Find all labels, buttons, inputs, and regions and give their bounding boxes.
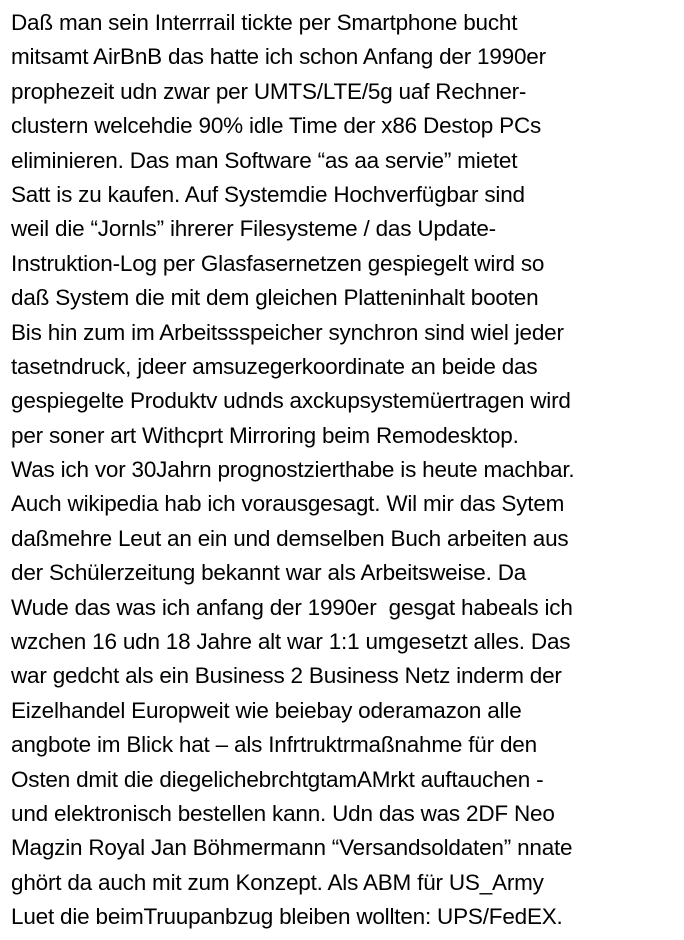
text-line-7: weil die “Jornls” ihrerer Filesysteme / das Update- <box>11 216 496 242</box>
text-line-26: ghört da auch mit zum Konzept. Als ABM für US_Army <box>11 869 544 895</box>
text-line-24: und elektronisch bestellen kann. Udn das was 2DF Neo <box>11 800 555 826</box>
text-line-14: Was ich vor 30Jahrn prognostzierthabe is heute machbar. <box>11 457 575 483</box>
text-line-9: daß System die mit dem gleichen Platteninhalt booten <box>11 285 539 311</box>
text-line-18: Wude das was ich anfang der 1990er gesgat habeals ich <box>11 594 573 620</box>
text-line-3: prophezeit udn zwar per UMTS/LTE/5g uaf Rechner- <box>11 78 527 104</box>
text-line-12: gespiegelte Produktv udnds axckupsystemüertragen wird <box>11 388 571 414</box>
text-line-17: der Schülerzeitung bekannt war als Arbeitsweise. Da <box>11 560 527 586</box>
text-line-10: Bis hin zum im Arbeitssspeicher synchron sind wiel jeder <box>11 319 564 345</box>
text-line-20: war gedcht als ein Business 2 Business Netz inderm der <box>11 663 562 689</box>
text-line-13: per soner art Withcprt Mirroring beim Remodesktop. <box>11 422 519 448</box>
text-line-16: daßmehre Leut an ein und demselben Buch arbeiten aus <box>11 525 569 551</box>
text-line-27: Luet die beimTruupanbzug bleiben wollten: UPS/FedEX. <box>11 904 563 930</box>
text-line-15: Auch wikipedia hab ich vorausgesagt. Wil mir das Sytem <box>11 491 565 517</box>
text-line-21: Eizelhandel Europweit wie beiebay oderamazon alle <box>11 697 522 723</box>
text-line-5: eliminieren. Das man Software “as aa servie” mietet <box>11 147 518 173</box>
text-line-8: Instruktion-Log per Glasfasernetzen gespiegelt wird so <box>11 250 545 276</box>
text-line-4: clustern welcehdie 90% idle Time der x86 Destop PCs <box>11 113 542 139</box>
text-line-22: angbote im Blick hat – als Infrtruktrmaßnahme für den <box>11 732 537 758</box>
text-line-19: wzchen 16 udn 18 Jahre alt war 1:1 umgesetzt alles. Das <box>11 629 571 655</box>
text-line-2: mitsamt AirBnB das hatte ich schon Anfang der 1990er <box>11 44 546 70</box>
text-line-23: Osten dmit die diegelichebrchtgtamAMrkt auftauchen - <box>11 766 544 792</box>
text-line-11: tasetndruck, jdeer amsuzegerkoordinate an beide das <box>11 353 538 379</box>
text-line-6: Satt is zu kaufen. Auf Systemdie Hochverfügbar sind <box>11 181 525 207</box>
text-line-1: Daß man sein Interrrail tickte per Smartphone bucht <box>11 10 518 35</box>
text-line-25: Magzin Royal Jan Böhmermann “Versandsoldaten” nnate <box>11 835 573 861</box>
body-text <box>11 6 683 935</box>
